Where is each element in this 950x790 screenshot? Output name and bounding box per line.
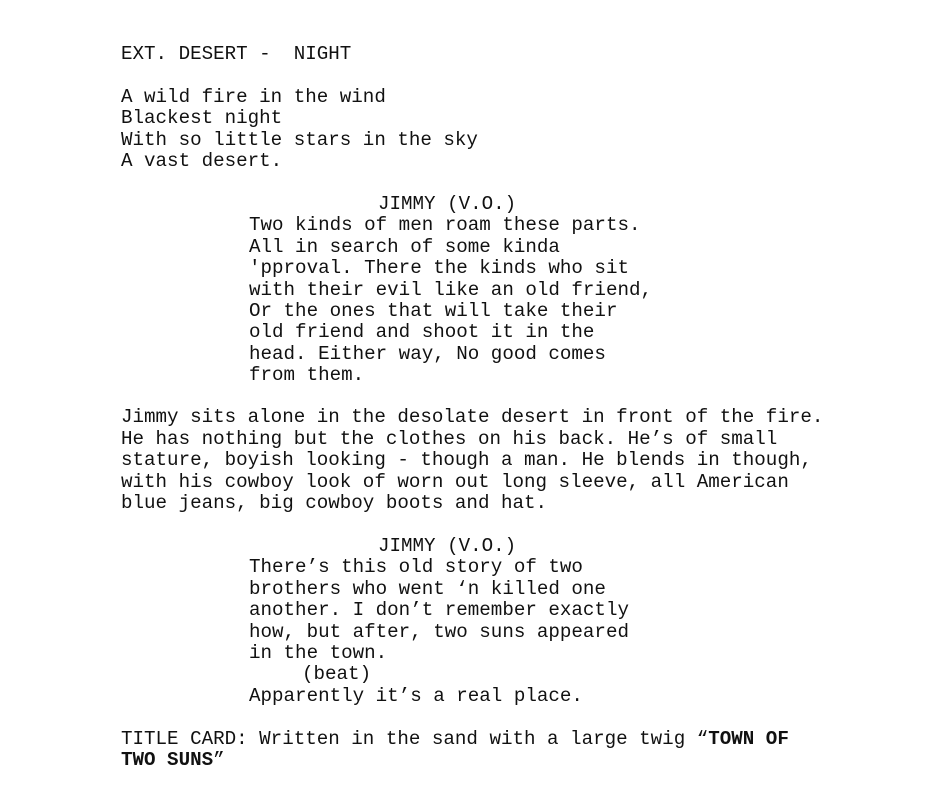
dialogue-line: old friend and shoot it in the	[249, 321, 595, 343]
scene-heading: EXT. DESERT - NIGHT	[121, 43, 352, 65]
dialogue-line: Or the ones that will take their	[249, 300, 618, 322]
character-name: JIMMY (V.O.)	[378, 535, 517, 557]
action-line: stature, boyish looking - though a man. He blends in though,	[121, 449, 812, 471]
title-card-title-part-1: TOWN OF	[708, 728, 789, 750]
action-line: A wild fire in the wind	[121, 86, 386, 108]
title-card-line	[121, 729, 789, 750]
dialogue-line: from them.	[249, 364, 365, 386]
action-line: With so little stars in the sky	[121, 129, 478, 151]
action-line: A vast desert.	[121, 150, 283, 172]
dialogue-line: All in search of some kinda	[249, 236, 560, 258]
dialogue-line: Apparently it’s a real place.	[249, 685, 583, 707]
character-name: JIMMY (V.O.)	[378, 193, 517, 215]
dialogue-line: There’s this old story of two	[249, 556, 583, 578]
action-line: blue jeans, big cowboy boots and hat.	[121, 492, 548, 514]
dialogue-line: 'pproval. There the kinds who sit	[249, 257, 629, 279]
action-line: with his cowboy look of worn out long sleeve, all American	[121, 471, 789, 493]
dialogue-line: head. Either way, No good comes	[249, 343, 606, 365]
action-line: Blackest night	[121, 107, 283, 129]
parenthetical: (beat)	[302, 663, 372, 685]
title-card-line	[121, 750, 225, 771]
action-line: He has nothing but the clothes on his back. He’s of small	[121, 428, 778, 450]
dialogue-line: brothers who went ‘n killed one	[249, 578, 606, 600]
dialogue-line: Two kinds of men roam these parts.	[249, 214, 641, 236]
title-card-title-part-2: TWO SUNS	[121, 749, 214, 771]
title-card-prefix: TITLE CARD: Written in the sand with a large twig “	[121, 728, 709, 750]
action-line: Jimmy sits alone in the desolate desert in front of the fire.	[121, 406, 824, 428]
dialogue-line: another. I don’t remember exactly	[249, 599, 629, 621]
dialogue-line: how, but after, two suns appeared	[249, 621, 629, 643]
title-card-suffix: ”	[213, 749, 225, 771]
dialogue-line: in the town.	[249, 642, 388, 664]
dialogue-line: with their evil like an old friend,	[249, 279, 653, 301]
